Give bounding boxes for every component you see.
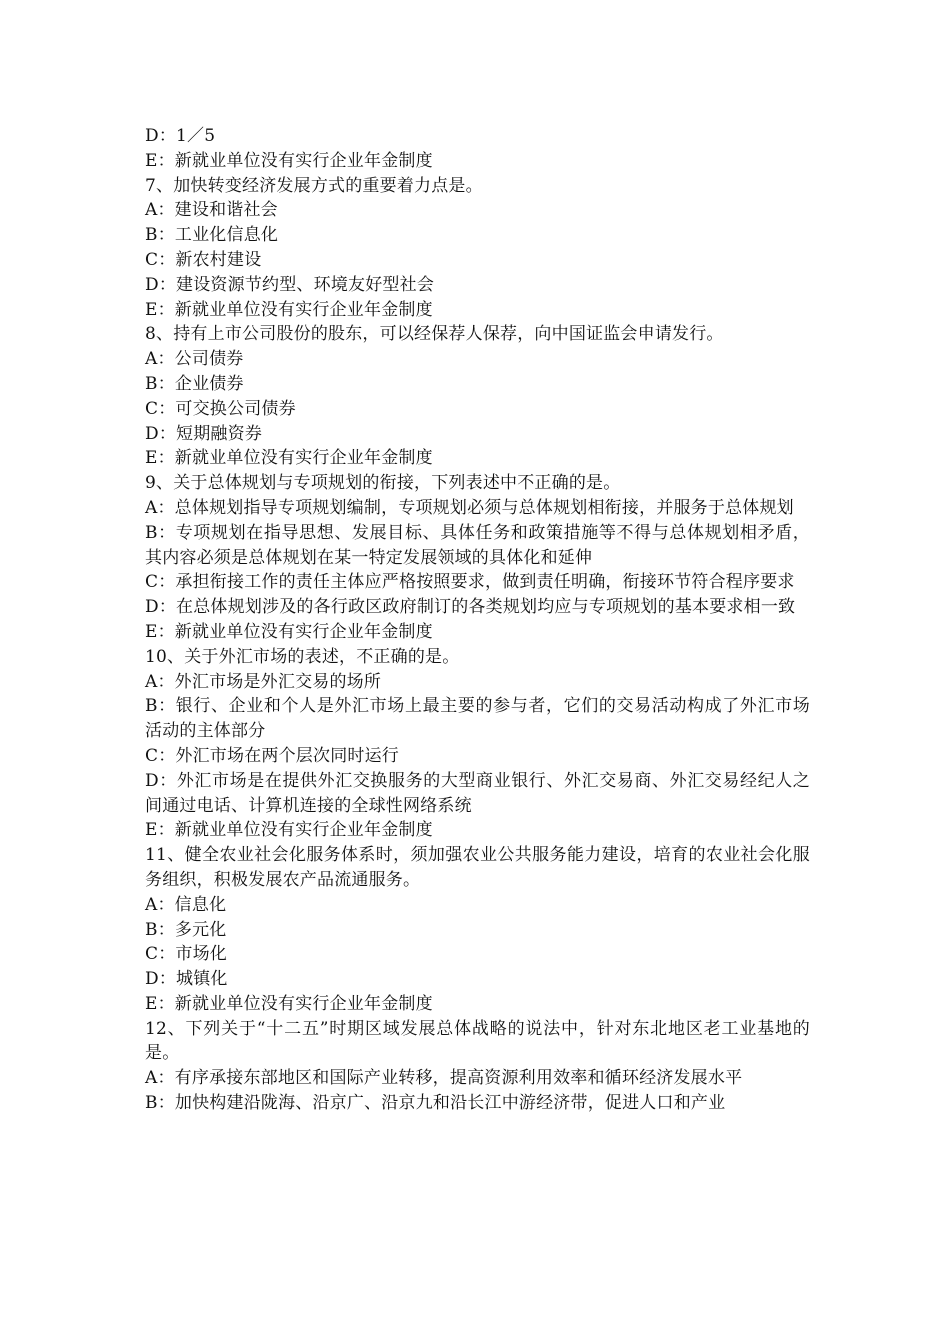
question-10: 10、关于外汇市场的表述，不正确的是。 — [145, 646, 460, 667]
option-a-q8: A：公司债券 — [145, 349, 244, 370]
option-e-q8: E：新就业单位没有实行企业年金制度 — [145, 448, 433, 469]
question-7: 7、加快转变经济发展方式的重要着力点是。 — [145, 175, 483, 196]
option-e-q10: E：新就业单位没有实行企业年金制度 — [145, 820, 433, 841]
option-a-q11: A：信息化 — [145, 894, 227, 915]
option-d-q9: D：在总体规划涉及的各行政区政府制订的各类规划均应与专项规划的基本要求相一致 — [145, 597, 796, 618]
option-d-q8: D：短期融资券 — [145, 423, 263, 444]
option-c-q9: C：承担衔接工作的责任主体应严格按照要求，做到责任明确，衔接环节符合程序要求 — [145, 572, 795, 593]
option-c-q7: C：新农村建设 — [145, 249, 262, 270]
option-d-q11: D：城镇化 — [145, 969, 228, 990]
option-c-q10: C：外汇市场在两个层次同时运行 — [145, 745, 400, 766]
option-a-q9: A：总体规划指导专项规划编制，专项规划必须与总体规划相衔接，并服务于总体规划 — [145, 497, 794, 518]
option-d-q6: D：1／5 — [145, 126, 216, 146]
question-12: 12、下列关于“十二五”时期区域发展总体战略的说法中，针对东北地区老工业基地的是。 — [145, 1018, 810, 1064]
option-b-q9: B：专项规划在指导思想、发展目标、具体任务和政策措施等不得与总体规划相矛盾，其内容必须是总体规划在某一特定发展领域的具体化和延伸 — [145, 522, 810, 568]
option-e-q11: E：新就业单位没有实行企业年金制度 — [145, 993, 433, 1014]
option-d-q7: D：建设资源节约型、环境友好型社会 — [145, 274, 435, 295]
option-b-q8: B：企业债券 — [145, 373, 244, 394]
option-a-q10: A：外汇市场是外汇交易的场所 — [145, 671, 382, 692]
option-e-q6: E：新就业单位没有实行企业年金制度 — [145, 150, 433, 171]
option-b-q11: B：多元化 — [145, 919, 227, 940]
option-a-q7: A：建设和谐社会 — [145, 200, 278, 221]
option-b-q12: B：加快构建沿陇海、沿京广、沿京九和沿长江中游经济带，促进人口和产业 — [145, 1093, 726, 1114]
option-a-q12: A：有序承接东部地区和国际产业转移，提高资源利用效率和循环经济发展水平 — [145, 1068, 743, 1089]
document-body — [145, 124, 810, 1116]
option-c-q11: C：市场化 — [145, 944, 228, 965]
option-b-q7: B：工业化信息化 — [145, 225, 279, 246]
option-e-q9: E：新就业单位没有实行企业年金制度 — [145, 621, 433, 642]
question-11: 11、健全农业社会化服务体系时，须加强农业公共服务能力建设，培育的农业社会化服务组织，积极发展农产品流通服务。 — [145, 845, 810, 890]
option-b-q10: B：银行、企业和个人是外汇市场上最主要的参与者，它们的交易活动构成了外汇市场活动的主体部分 — [145, 696, 810, 742]
option-d-q10: D：外汇市场是在提供外汇交换服务的大型商业银行、外汇交易商、外汇交易经纪人之间通过电话、计算机连接的全球性网络系统 — [145, 770, 810, 816]
question-8: 8、持有上市公司股份的股东，可以经保荐人保荐，向中国证监会申请发行。 — [145, 324, 724, 345]
question-9: 9、关于总体规划与专项规划的衔接，下列表述中不正确的是。 — [145, 473, 621, 494]
option-e-q7: E：新就业单位没有实行企业年金制度 — [145, 299, 433, 320]
option-c-q8: C：可交换公司债券 — [145, 398, 296, 419]
